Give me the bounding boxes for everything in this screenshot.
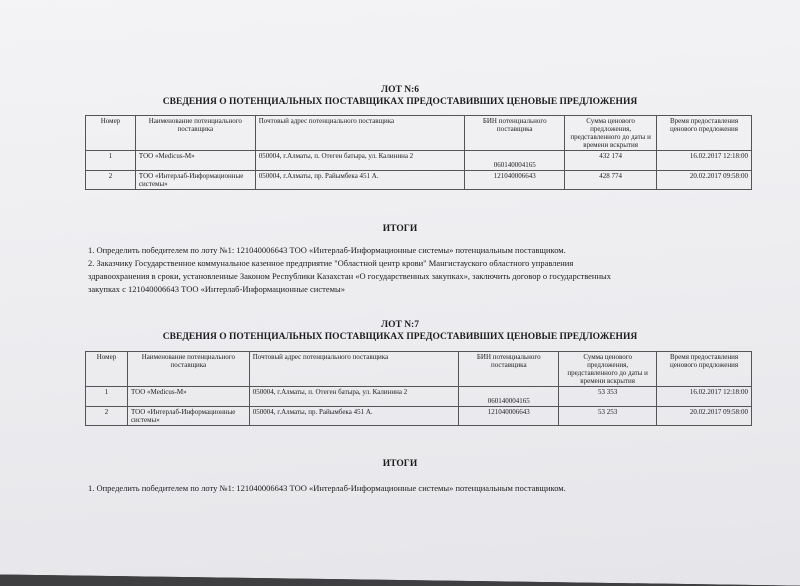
row-sum: 428 774 xyxy=(565,171,657,190)
row-address: 050004, г.Алматы, п. Отеген батыра, ул. Калинина 2 xyxy=(255,151,465,171)
table-row xyxy=(86,151,752,171)
row-number: 2 xyxy=(86,171,136,190)
col-header-number: Номер xyxy=(86,352,128,387)
row-time: 20.02.2017 09:58:00 xyxy=(657,407,752,426)
lot6-totals-title: ИТОГИ xyxy=(382,224,418,234)
lot6-subtitle: СВЕДЕНИЯ О ПОТЕНЦИАЛЬНЫХ ПОСТАВЩИКАХ ПРЕДОСТАВИВШИХ ЦЕНОВЫЕ ПРЕДЛОЖЕНИЯ xyxy=(162,97,638,107)
lot6-title: ЛОТ N:6 xyxy=(381,85,419,95)
col-header-address: Почтовый адрес потенциального поставщика xyxy=(249,352,459,387)
col-header-name: Наименование потенциального поставщика xyxy=(135,116,255,151)
row-sum: 432 174 xyxy=(565,151,657,171)
col-header-name: Наименование потенциального поставщика xyxy=(127,352,249,387)
table-header-row xyxy=(86,352,752,387)
col-header-bin: БИН потенциального поставщика xyxy=(459,352,559,387)
row-bin: 121040006643 xyxy=(465,171,565,190)
row-address: 050004, г.Алматы, пр. Райымбека 451 А. xyxy=(249,407,459,426)
row-number: 2 xyxy=(86,407,128,426)
row-bin: 060140004165 xyxy=(459,387,559,407)
row-time: 20.02.2017 09:58:00 xyxy=(657,171,752,190)
col-header-address: Почтовый адрес потенциального поставщика xyxy=(255,116,465,151)
row-supplier-name: ТОО «Интерлаб-Информационные системы» xyxy=(127,407,249,426)
row-supplier-name: ТОО «Medicus-M» xyxy=(135,151,255,171)
row-number: 1 xyxy=(86,387,128,407)
col-header-sum: Сумма ценового предложения, представленного до даты и времени вскрытия xyxy=(559,352,657,387)
table-row xyxy=(86,171,752,190)
row-number: 1 xyxy=(86,151,136,171)
row-supplier-name: ТОО «Medicus-M» xyxy=(127,387,249,407)
col-header-number: Номер xyxy=(86,116,136,151)
row-sum: 53 353 xyxy=(559,387,657,407)
row-bin: 121040006643 xyxy=(459,407,559,426)
lot6-result-2-line2: здравоохранения в сроки, установленные Законом Республики Казахстан «О государственных закупках», заключить договор о государственных xyxy=(88,271,611,281)
row-time: 16.02.2017 12:18:00 xyxy=(657,151,752,171)
row-sum: 53 253 xyxy=(559,407,657,426)
lot7-subtitle: СВЕДЕНИЯ О ПОТЕНЦИАЛЬНЫХ ПОСТАВЩИКАХ ПРЕДОСТАВИВШИХ ЦЕНОВЫЕ ПРЕДЛОЖЕНИЯ xyxy=(162,332,638,342)
col-header-sum: Сумма ценового предложения, представленного до даты и времени вскрытия xyxy=(565,116,657,151)
table-row xyxy=(86,387,752,407)
row-bin: 060140004165 xyxy=(465,151,565,171)
row-address: 050004, г.Алматы, пр. Райымбека 451 А. xyxy=(255,171,465,190)
lot6-result-2-line3: закупках с 121040006643 ТОО «Интерлаб-Информационные системы» xyxy=(88,284,345,294)
col-header-time: Время предоставления ценового предложения xyxy=(657,352,752,387)
lot6-table xyxy=(85,115,752,190)
col-header-bin: БИН потенциального поставщика xyxy=(465,116,565,151)
lot7-totals-title: ИТОГИ xyxy=(382,459,418,469)
table-header-row xyxy=(86,116,752,151)
row-address: 050004, г.Алматы, п. Отеген батыра, ул. Калинина 2 xyxy=(249,387,459,407)
col-header-time: Время предоставления ценового предложения xyxy=(657,116,752,151)
row-time: 16.02.2017 12:18:00 xyxy=(657,387,752,407)
table-row xyxy=(86,407,752,426)
lot7-table xyxy=(85,351,752,426)
lot6-result-2-line1: 2. Заказчику Государственное коммунальное казенное предприятие "Областной центр крови" Мангистауского областного управления xyxy=(88,258,574,268)
lot7-result-1: 1. Определить победителем по лоту №1: 121040006643 ТОО «Интерлаб-Информационные системы» потенциальным поставщиком. xyxy=(88,483,566,493)
lot6-result-1: 1. Определить победителем по лоту №1: 121040006643 ТОО «Интерлаб-Информационные системы» потенциальным поставщиком. xyxy=(88,245,566,255)
row-supplier-name: ТОО «Интерлаб-Информационные системы» xyxy=(135,171,255,190)
lot7-title: ЛОТ N:7 xyxy=(381,320,419,330)
